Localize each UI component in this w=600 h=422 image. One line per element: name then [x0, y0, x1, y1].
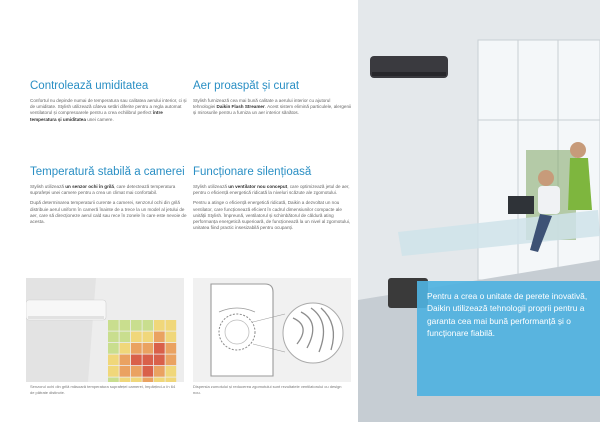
heatmap-cell: [154, 320, 165, 331]
heatmap-cell: [108, 343, 119, 354]
highlight-box: [417, 281, 600, 396]
fan-diagram: [193, 278, 351, 382]
heatmap-cell: [166, 332, 177, 343]
heatmap-cell: [154, 355, 165, 366]
heatmap-cell: [166, 378, 177, 383]
section-text-fresh-air: Stylish furnizează cea mai bună calitate a aerului interior cu ajutorul tehnologiei Daikin Flash Streamer. Acest sistem elimină particulele, alergenii și mirosurile pentru a furniza un aer interior sănătos.: [193, 98, 352, 116]
section-title-temperature: Temperatură stabilă a camerei: [30, 166, 185, 178]
heatmap-cell: [166, 366, 177, 377]
heatmap-cell: [154, 332, 165, 343]
section-fresh-air: [193, 80, 353, 121]
unit-cross-section: [211, 284, 273, 376]
fan-illustration: [193, 278, 351, 382]
section-text-temperature-2: După determinarea temperaturii curente a camerei, senzorul ochi din grilă distribuie aerul uniform în cameră înainte de a trece la un model al jetului de aer, care să direcționeze aerul cald sau rece în zonele în care este nevoie de acesta.: [30, 200, 187, 225]
section-title-humidity: Controlează umiditatea: [30, 80, 149, 92]
section-title-fresh-air: Aer proaspăt și curat: [193, 80, 300, 92]
section-text-humidity: Confortul nu depinde numai de temperatura sau calitatea aerului interior, ci și de umiditate. Stylish utilizează câteva setări diferite pentru a regla automat ventilatorul și compresoarele pentru a crea echilibrul perfect între temperatura și umiditatea unei camere.: [30, 98, 187, 122]
caption-heatmap: Senzorul ochi din grilă măsoară temperatura suprafeței camerei, împărțind-o în 64 de pătrate distincte.: [30, 384, 176, 395]
section-humidity: [30, 80, 190, 127]
heatmap-cell: [108, 366, 119, 377]
heatmap-cell: [131, 332, 142, 343]
heatmap-cell: [120, 332, 131, 343]
heatmap-cell: [154, 378, 165, 383]
heatmap-cell: [120, 378, 131, 383]
highlight-text: Pentru a crea o unitate de perete inovativă, Daikin utilizează tehnologii proprii pentru a garanta cea mai bună performanță și o funcționare fiabilă.: [427, 291, 588, 339]
heatmap-cell: [166, 355, 177, 366]
heatmap-cell: [120, 320, 131, 331]
heatmap-cell: [143, 332, 154, 343]
room-sensor-image: [26, 278, 184, 382]
heatmap-cell: [154, 343, 165, 354]
heatmap-cell: [108, 378, 119, 383]
section-silent: [193, 166, 353, 235]
section-temperature: [30, 166, 190, 229]
heatmap-cell: [131, 320, 142, 331]
heatmap-cell: [143, 343, 154, 354]
heatmap-cell: [154, 366, 165, 377]
heatmap-cell: [120, 366, 131, 377]
heatmap-cell: [131, 378, 142, 383]
heatmap-cell: [108, 320, 119, 331]
heatmap-cell: [120, 343, 131, 354]
section-text-silent-2: Pentru a atinge o eficiență energetică ridicată, Daikin a dezvoltat un nou ventilator, care funcționează eficient în cadrul dimensiunilor compacte ale unității Stylish. Împreună, ventilatorul și schimbătorul de căldură ating performanța energetică superioară, de funcționează la un nivel al zgomotului, unitatea fiind practic insesizabilă pentru ocupanți.: [193, 200, 351, 231]
brochure-right-page: [358, 0, 600, 422]
heatmap-cell: [131, 355, 142, 366]
caption-fan: Dispersia zumotului și reducerea zgomotului sunt rezultatele ventilatorului cu design nou.: [193, 384, 342, 395]
heatmap-cell: [143, 320, 154, 331]
heatmap-cell: [143, 378, 154, 383]
heatmap-illustration: [26, 278, 184, 382]
section-title-silent: Funcționare silențioasă: [193, 166, 312, 178]
section-text-temperature-1: Stylish utilizează un senzor ochi în grilă, care detectează temperatura suprafeței unei camere pentru a crea un climat mai confortabil.: [30, 184, 176, 196]
laptop-icon: [508, 196, 534, 214]
heatmap-cell: [166, 320, 177, 331]
heatmap-cell: [108, 355, 119, 366]
heatmap-cell: [131, 343, 142, 354]
heatmap-cell: [108, 332, 119, 343]
section-text-silent-1: Stylish utilizează un ventilator nou conceput, care optimizează jetul de aer, pentru o eficiență energetică ridicată la niveluri scăzute ale zgomotului.: [193, 184, 350, 196]
heatmap-cell: [166, 343, 177, 354]
heatmap-cell: [131, 366, 142, 377]
daikin-wall-unit-icon: [370, 56, 448, 78]
heatmap-cell: [143, 355, 154, 366]
heatmap-cell: [120, 355, 131, 366]
heatmap-cell: [143, 366, 154, 377]
